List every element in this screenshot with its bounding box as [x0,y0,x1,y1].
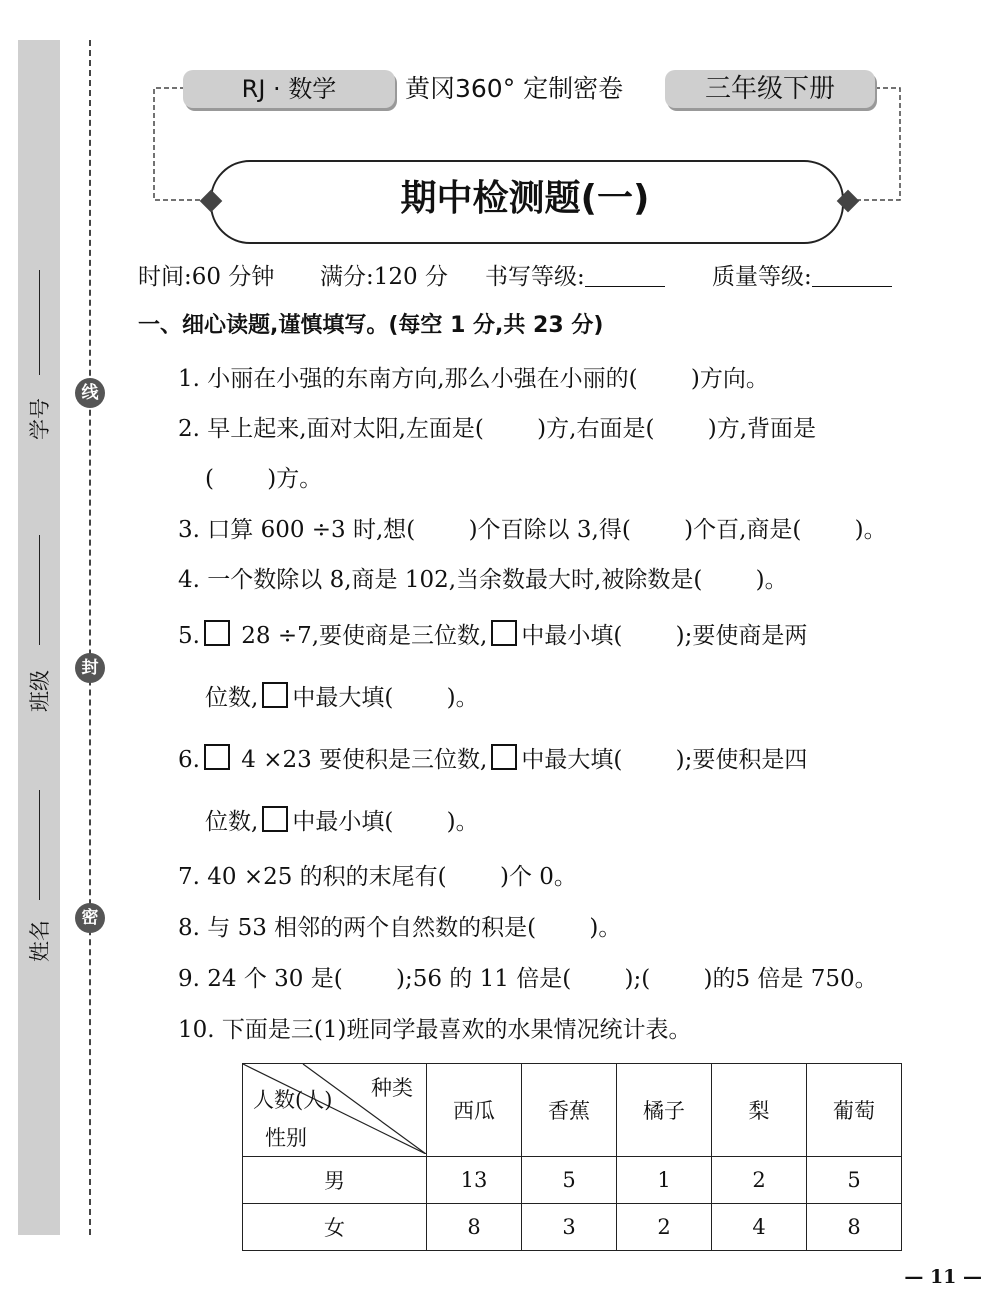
corner-label-kind: 种类 [371,1076,413,1100]
answer-box[interactable] [262,682,288,708]
writing-grade-blank[interactable] [585,285,665,287]
table-cell: 2 [617,1204,712,1251]
table-cell: 13 [427,1157,522,1204]
question-7: 7. 40 ×25 的积的末尾有( )个 0。 [178,864,577,890]
question-8: 8. 与 53 相邻的两个自然数的积是( )。 [178,915,622,941]
section-heading: 一、细心读题,谨慎填写。(每空 1 分,共 23 分) [138,313,604,338]
q6-text-d: 中最小填( )。 [292,809,479,835]
name-label: 姓名 [28,920,52,962]
quality-grade-label [712,258,892,291]
question-2-line-2: ( )方。 [205,466,323,492]
q5-number: 5. [178,623,200,649]
writing-grade-label [485,258,665,291]
q6-text-a: 4 ×23 要使积是三位数, [233,747,488,773]
table-cell: 5 [807,1157,902,1204]
table-corner-cell [243,1064,427,1157]
class-line [39,535,40,645]
question-1: 1. 小丽在小强的东南方向,那么小强在小丽的( )方向。 [178,366,769,392]
table-cell: 2 [712,1157,807,1204]
question-10: 10. 下面是三(1)班同学最喜欢的水果情况统计表。 [178,1017,692,1043]
fruit-stat-table [242,1063,902,1251]
column-header: 葡萄 [807,1064,902,1157]
table-row [243,1157,902,1204]
column-header: 香蕉 [522,1064,617,1157]
time-info: 时间:60 分钟 [138,264,275,290]
question-6-line-2 [205,803,479,836]
question-3: 3. 口算 600 ÷3 时,想( )个百除以 3,得( )个百,商是( )。 [178,517,887,543]
column-header: 梨 [712,1064,807,1157]
seal-xian: 线 [75,378,105,408]
table-cell: 5 [522,1157,617,1204]
question-6-line-1 [178,741,807,774]
row-label: 女 [243,1204,427,1251]
q5-text-b: 中最小填( );要使商是两 [521,623,808,649]
student-no-line [39,270,40,375]
question-4: 4. 一个数除以 8,商是 102,当余数最大时,被除数是( )。 [178,567,788,593]
q5-text-a: 28 ÷7,要使商是三位数, [233,623,488,649]
answer-box[interactable] [204,620,230,646]
corner-label-count: 人数(人) [253,1088,333,1112]
column-header: 西瓜 [427,1064,522,1157]
score-info: 满分:120 分 [320,264,448,290]
seal-feng: 封 [75,653,105,683]
grade-badge: 三年级下册 [665,70,875,108]
name-line [39,790,40,900]
series-name: 黄冈360° 定制密卷 [405,74,624,103]
table-row [243,1204,902,1251]
student-no-label: 学号 [28,398,52,440]
question-9: 9. 24 个 30 是( );56 的 11 倍是( );( )的5 倍是 750。 [178,966,878,992]
q6-text-b: 中最大填( );要使积是四 [521,747,808,773]
answer-box[interactable] [491,744,517,770]
question-2-line-1: 2. 早上起来,面对太阳,左面是( )方,右面是( )方,背面是 [178,416,817,442]
page-number: — 11 — [904,1266,982,1288]
answer-box[interactable] [491,620,517,646]
seal-mi: 密 [75,903,105,933]
class-label: 班级 [28,670,52,712]
q5-text-c: 位数, [205,685,259,711]
row-label: 男 [243,1157,427,1204]
table-cell: 8 [807,1204,902,1251]
table-cell: 3 [522,1204,617,1251]
table-cell: 8 [427,1204,522,1251]
table-cell: 1 [617,1157,712,1204]
cut-line [89,40,91,1235]
page-title: 期中检测题(一) [400,178,650,219]
q6-number: 6. [178,747,200,773]
quality-grade-blank[interactable] [812,285,892,287]
question-5-line-2 [205,679,479,712]
table-cell: 4 [712,1204,807,1251]
writing-grade-text: 书写等级: [485,264,585,290]
answer-box[interactable] [204,744,230,770]
table-header-row [243,1064,902,1157]
q5-text-d: 中最大填( )。 [292,685,479,711]
subject-badge: RJ · 数学 [183,70,395,108]
question-5-line-1 [178,617,807,650]
q6-text-c: 位数, [205,809,259,835]
column-header: 橘子 [617,1064,712,1157]
corner-label-gender: 性别 [265,1126,307,1150]
quality-grade-text: 质量等级: [712,264,812,290]
answer-box[interactable] [262,806,288,832]
